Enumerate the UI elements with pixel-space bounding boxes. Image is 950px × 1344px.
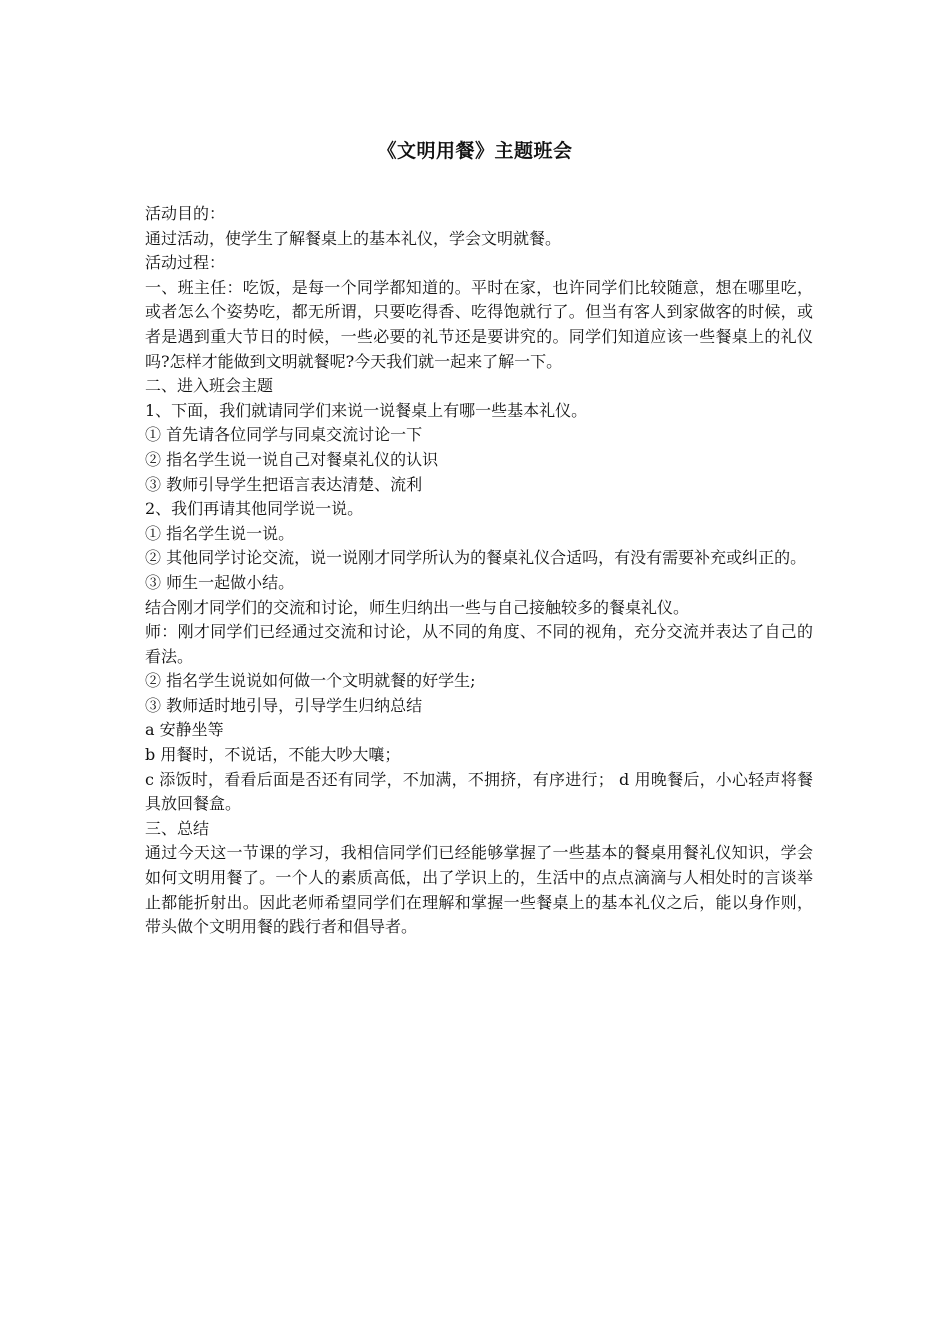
paragraph-section-one: 一、班主任：吃饭，是每一个同学都知道的。平时在家，也许同学们比较随意，想在哪里吃，或者怎么个姿势吃，都无所谓，只要吃得香、吃得饱就行了。但当有客人到家做客的时候，或者是遇到重大节日的时候，一些必要的礼节还是要讲究的。同学们知道应该一些餐桌上的礼仪吗?怎样才能做到文明就餐呢?今天我们就一起来了解一下。	[145, 277, 813, 371]
paragraph-rule-b: b 用餐时，不说话，不能大吵大嚷；	[145, 745, 401, 765]
paragraph-teacher: 师：刚才同学们已经通过交流和讨论，从不同的角度、不同的视角，充分交流并表达了自己的看法。	[145, 622, 813, 666]
paragraph-step-one-item-2: ② 指名学生说一说自己对餐桌礼仪的认识	[145, 449, 439, 469]
paragraph-step-one-item-3: ③ 教师引导学生把语言表达清楚、流利	[145, 474, 423, 494]
paragraph-process-heading: 活动过程：	[145, 253, 226, 273]
paragraph-step-two: 2、我们再请其他同学说一说。	[145, 499, 364, 519]
paragraph-step-item-2: ② 指名学生说说如何做一个文明就餐的好学生;	[145, 671, 476, 691]
paragraph-section-two-heading: 二、进入班会主题	[145, 376, 274, 396]
paragraph-step-one-item-1: ① 首先请各位同学与同桌交流讨论一下	[145, 425, 423, 445]
paragraph-purpose-heading: 活动目的：	[145, 204, 226, 223]
document-body	[145, 202, 813, 940]
paragraph-conclusion: 通过今天这一节课的学习，我相信同学们已经能够掌握了一些基本的餐桌用餐礼仪知识，学会如何文明用餐了。一个人的素质高低，出了学识上的，生活中的点点滴滴与人相处时的言谈举止都能折射出。因此老师希望同学们在理解和掌握一些餐桌上的基本礼仪之后，能以身作则，带头做个文明用餐的践行者和倡导者。	[145, 843, 813, 937]
paragraph-summary-intro: 结合刚才同学们的交流和讨论，师生归纳出一些与自己接触较多的餐桌礼仪。	[145, 597, 690, 617]
paragraph-purpose: 通过活动，使学生了解餐桌上的基本礼仪，学会文明就餐。	[145, 228, 562, 248]
paragraph-step-two-item-3: ③ 师生一起做小结。	[145, 572, 295, 592]
document-title: 《文明用餐》主题班会	[377, 140, 573, 162]
paragraph-step-item-3: ③ 教师适时地引导，引导学生归纳总结	[145, 695, 423, 715]
paragraph-step-one: 1、下面，我们就请同学们来说一说餐桌上有哪一些基本礼仪。	[145, 400, 588, 420]
paragraph-step-two-item-2: ② 其他同学讨论交流，说一说刚才同学所认为的餐桌礼仪合适吗，有没有需要补充或纠正的。	[145, 548, 807, 568]
paragraph-rule-c-d: c 添饭时，看看后面是否还有同学，不加满，不拥挤，有序进行； d 用晚餐后，小心轻声将餐具放回餐盒。	[145, 769, 813, 814]
paragraph-section-three-heading: 三、总结	[145, 818, 210, 838]
paragraph-step-two-item-1: ① 指名学生说一说。	[145, 523, 295, 543]
paragraph-rule-a: a 安静坐等	[145, 720, 224, 740]
